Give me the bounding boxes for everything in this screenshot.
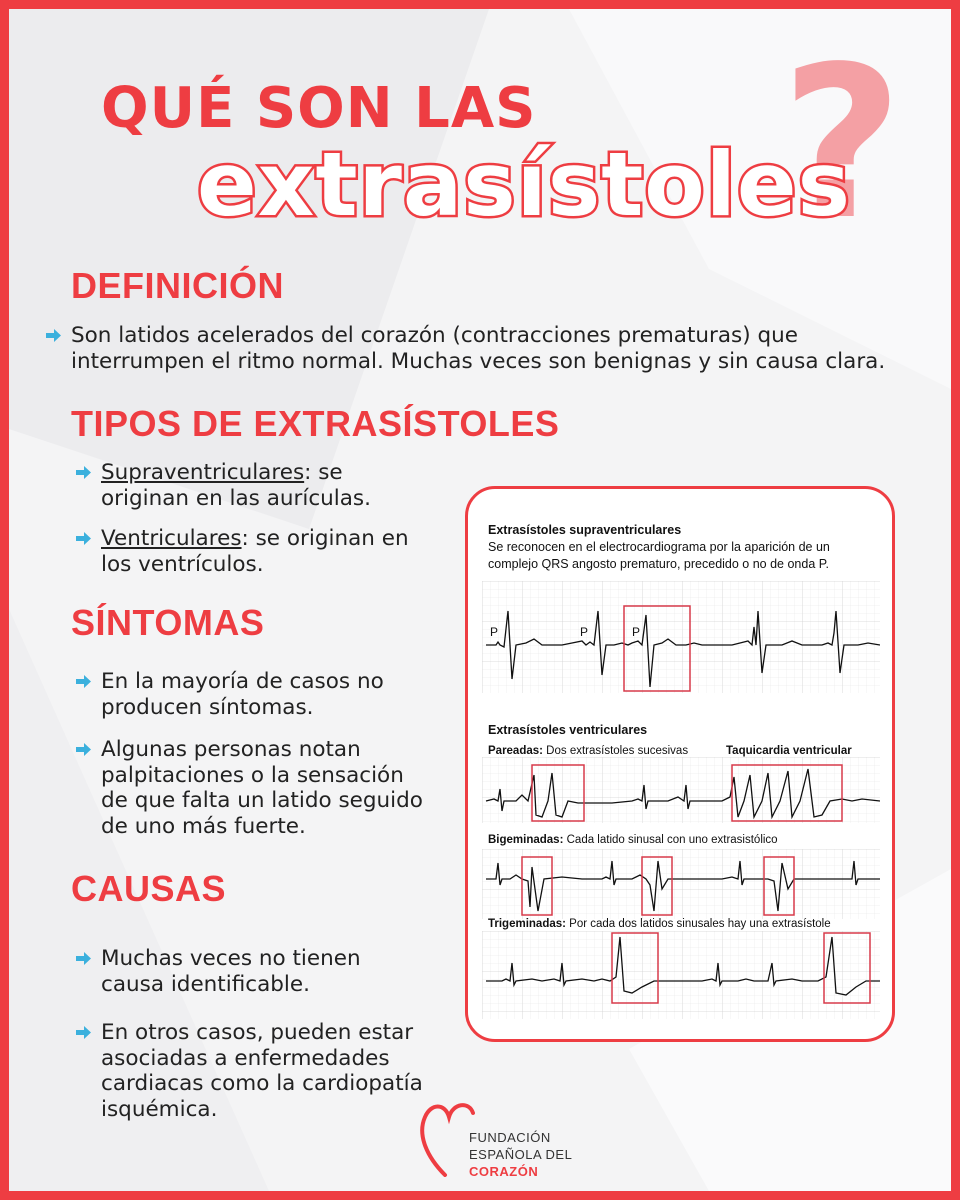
definicion-text — [71, 323, 931, 374]
arrow-right-icon — [45, 327, 62, 344]
causas-2-line-4: isquémica. — [101, 1096, 218, 1122]
ecg-ventri-title: Extrasístoles ventriculares — [488, 723, 648, 737]
tipos-item-supra — [101, 460, 441, 511]
tipos-supra-line2: originan en las aurículas. — [101, 485, 371, 511]
sintomas-2-line-1: Algunas personas notan — [101, 737, 361, 762]
sintomas-1-line-1: En la mayoría de casos no — [101, 669, 384, 694]
causas-2-line-3: cardiacas como la cardiopatía — [101, 1071, 423, 1096]
ecg-supra-desc-2: complejo QRS angosto prematuro, precedido o no de onda P. — [488, 557, 829, 571]
causas-2-line-2: asociadas a enfermedades — [101, 1045, 390, 1071]
term-supraventriculares: Supraventriculares — [101, 460, 305, 485]
ecg-pareadas — [488, 745, 688, 757]
bigeminadas-label: Bigeminadas: — [488, 834, 564, 846]
definicion-line-1: Son latidos acelerados del corazón (contracciones prematuras) que — [71, 323, 798, 348]
heart-logo-icon — [419, 1095, 475, 1177]
heading-definicion: DEFINICIÓN — [71, 265, 285, 306]
causas-1-line-2: causa identificable. — [101, 971, 310, 997]
ecg-supra-title: Extrasístoles supraventriculares — [488, 523, 682, 537]
p-wave-label-1: P — [490, 625, 499, 639]
ecg-pareadas-strip — [482, 757, 880, 823]
pareadas-text: Dos extrasístoles sucesivas — [542, 745, 689, 757]
ecg-trigeminadas-strip — [482, 931, 880, 1019]
ecg-supra-strip — [482, 581, 880, 693]
ecg-taquicardia-label: Taquicardia ventricular — [726, 745, 852, 757]
title-line-1: QUÉ SON LAS — [101, 76, 537, 141]
tipos-item-ventri — [101, 526, 441, 577]
question-mark-decoration: ? — [781, 21, 903, 266]
tipos-ventri-line2: los ventrículos. — [101, 551, 264, 577]
sintomas-item-2 — [101, 737, 441, 839]
ecg-trigeminadas — [488, 918, 831, 930]
arrow-right-icon — [75, 741, 92, 758]
pareadas-label: Pareadas: — [488, 745, 543, 757]
trigeminadas-label: Trigeminadas: — [488, 918, 566, 930]
causas-item-1 — [101, 946, 441, 997]
p-wave-label-2: P — [580, 625, 589, 639]
logo-text — [469, 1129, 572, 1180]
bigeminadas-text: Cada latido sinusal con uno extrasistólico — [563, 834, 778, 846]
ecg-bigeminadas-strip — [482, 849, 880, 919]
definicion-line-2: interrumpen el ritmo normal. Muchas veces son benignas y sin causa clara. — [71, 348, 886, 374]
trigeminadas-text: Por cada dos latidos sinusales hay una extrasístole — [565, 918, 831, 930]
heading-tipos: TIPOS DE EXTRASÍSTOLES — [71, 403, 560, 444]
tipos-supra-rest: : se — [304, 460, 343, 485]
tipos-ventri-rest: : se originan en — [241, 526, 409, 551]
sintomas-2-line-4: de uno más fuerte. — [101, 813, 306, 839]
arrow-right-icon — [75, 673, 92, 690]
arrow-right-icon — [75, 1024, 92, 1041]
logo-line-1: FUNDACIÓN — [469, 1130, 551, 1145]
logo-line-3: CORAZÓN — [469, 1164, 539, 1179]
sintomas-item-1 — [101, 669, 441, 720]
ecg-bigeminadas — [488, 834, 778, 846]
arrow-right-icon — [75, 530, 92, 547]
logo-line-2: ESPAÑOLA DEL — [469, 1147, 573, 1162]
heading-sintomas: SÍNTOMAS — [71, 602, 265, 643]
ecg-supra-desc-1: Se reconocen en el electrocardiograma por la aparición de un — [488, 540, 830, 554]
p-wave-label-3: P — [632, 625, 641, 639]
sintomas-1-line-2: producen síntomas. — [101, 694, 314, 720]
causas-2-line-1: En otros casos, pueden estar — [101, 1020, 414, 1045]
sintomas-2-line-2: palpitaciones o la sensación — [101, 762, 404, 788]
causas-1-line-1: Muchas veces no tienen — [101, 946, 361, 971]
causas-item-2 — [101, 1020, 441, 1122]
title-line-2: extrasístoles — [197, 133, 851, 236]
term-ventriculares: Ventriculares — [101, 526, 242, 551]
arrow-right-icon — [75, 950, 92, 967]
heading-causas: CAUSAS — [71, 868, 227, 909]
arrow-right-icon — [75, 464, 92, 481]
sintomas-2-line-3: de que falta un latido seguido — [101, 788, 423, 813]
ecg-illustration-card — [465, 486, 895, 1042]
